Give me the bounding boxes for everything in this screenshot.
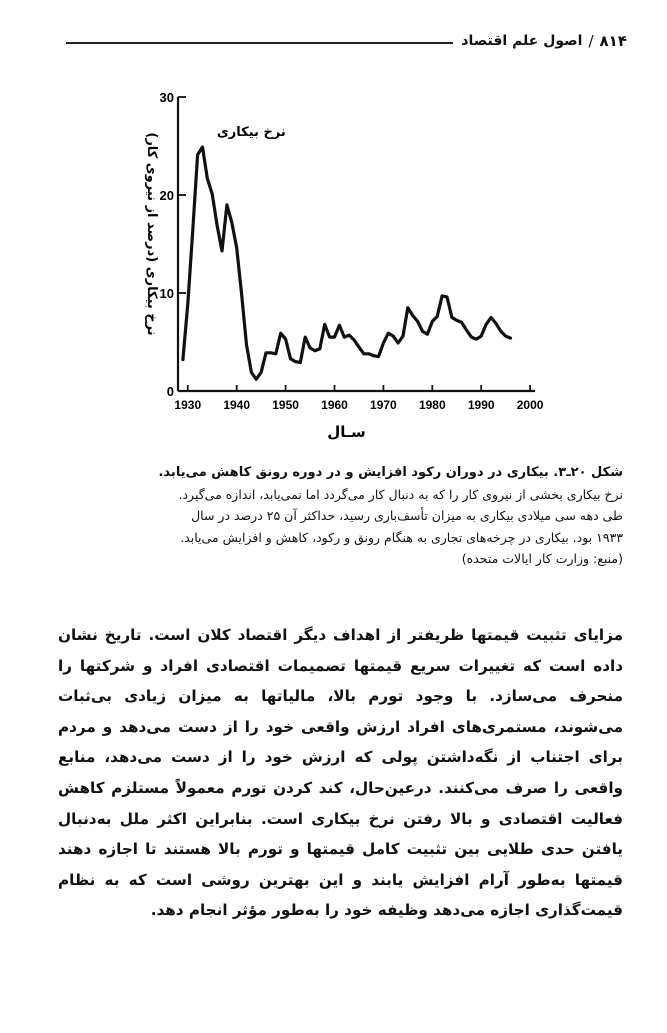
caption-source: (منبع: وزارت کار ایالات متحده) (461, 551, 623, 566)
y-axis-label: نرخ بیکاری (درصد از نیروی کار) (144, 132, 159, 336)
caption-line: طی دهه سی میلادی بیکاری به میزان تأسف‌باری رسید، حداکثر آن ۲۵ درصد در سال (191, 508, 623, 523)
caption-line: نرخ بیکاری بخشی از نیروی کار را که به دنبال کار می‌گردد اما نمی‌یابد، اندازه می‌گیرد. (178, 486, 623, 502)
x-tick-label: 1970 (370, 398, 397, 412)
series-label: نرخ بیکاری (216, 125, 286, 141)
y-tick-label: 0 (166, 384, 174, 399)
figure-caption (118, 462, 623, 570)
x-axis-label: سـال (327, 423, 366, 441)
x-tick-label: 1930 (174, 398, 202, 412)
y-tick-label: 20 (159, 188, 174, 203)
x-tick-label: 1980 (418, 398, 446, 412)
x-tick-label: 1940 (223, 398, 251, 412)
chart-svg (120, 80, 560, 450)
y-tick-label: 30 (159, 90, 174, 105)
y-tick-label: 10 (159, 286, 174, 301)
body-paragraph: مزایای تثبیت قیمتها ظریفتر از اهداف دیگر اقتصاد کلان است. تاریخ نشان داده است که تغییرات سریع قیمتها تصمیمات اقتصادی افراد و شرکتها را منحرف می‌سازد. با وجود تورم بالا، مالیاتها به میزان زیادی بی‌ثبات می‌شوند، مستمری‌های افراد ارزش واقعی خود را از دست می‌دهد و مردم برای اجتناب از نگه‌داشتن پولی که ارزش خود را از دست می‌دهد، منابع واقعی را صرف می‌کنند. درعین‌حال، کند کردن تورم معمولاً مستلزم کاهش فعالیت اقتصادی و بالا رفتن نرخ بیکاری است. بنابراین اکثر ملل به‌دنبال یافتن حدی طلایی بین تثبیت کامل قیمتها و تورم بالا هستند تا اجازه دهند قیمتها به‌طور آرام افزایش یابند و این بهترین روشی است که به نظام قیمت‌گذاری اجازه می‌دهد وظیفه خود را به‌طور مؤثر انجام دهد. (58, 626, 623, 920)
series-line-unemployment (183, 147, 511, 379)
caption-title: شکل ۲۰ـ۳. بیکاری در دوران رکود افزایش و در دوره رونق کاهش می‌یابد. (158, 465, 623, 480)
page-number: ۸۱۴ (599, 32, 627, 50)
caption-line: ۱۹۳۳ بود. بیکاری در چرخه‌های تجاری به هنگام رونق و رکود، کاهش و افزایش می‌یابد. (180, 529, 623, 545)
running-title: اصول علم اقتصاد (461, 33, 583, 49)
header-rule (66, 42, 453, 44)
x-tick-label: 1990 (467, 398, 495, 412)
x-tick-label: 2000 (516, 398, 544, 412)
header-separator: / (588, 32, 594, 50)
x-tick-label: 1950 (272, 398, 299, 412)
x-tick-label: 1960 (321, 398, 348, 412)
unemployment-chart (120, 80, 560, 450)
page-header (66, 33, 627, 49)
